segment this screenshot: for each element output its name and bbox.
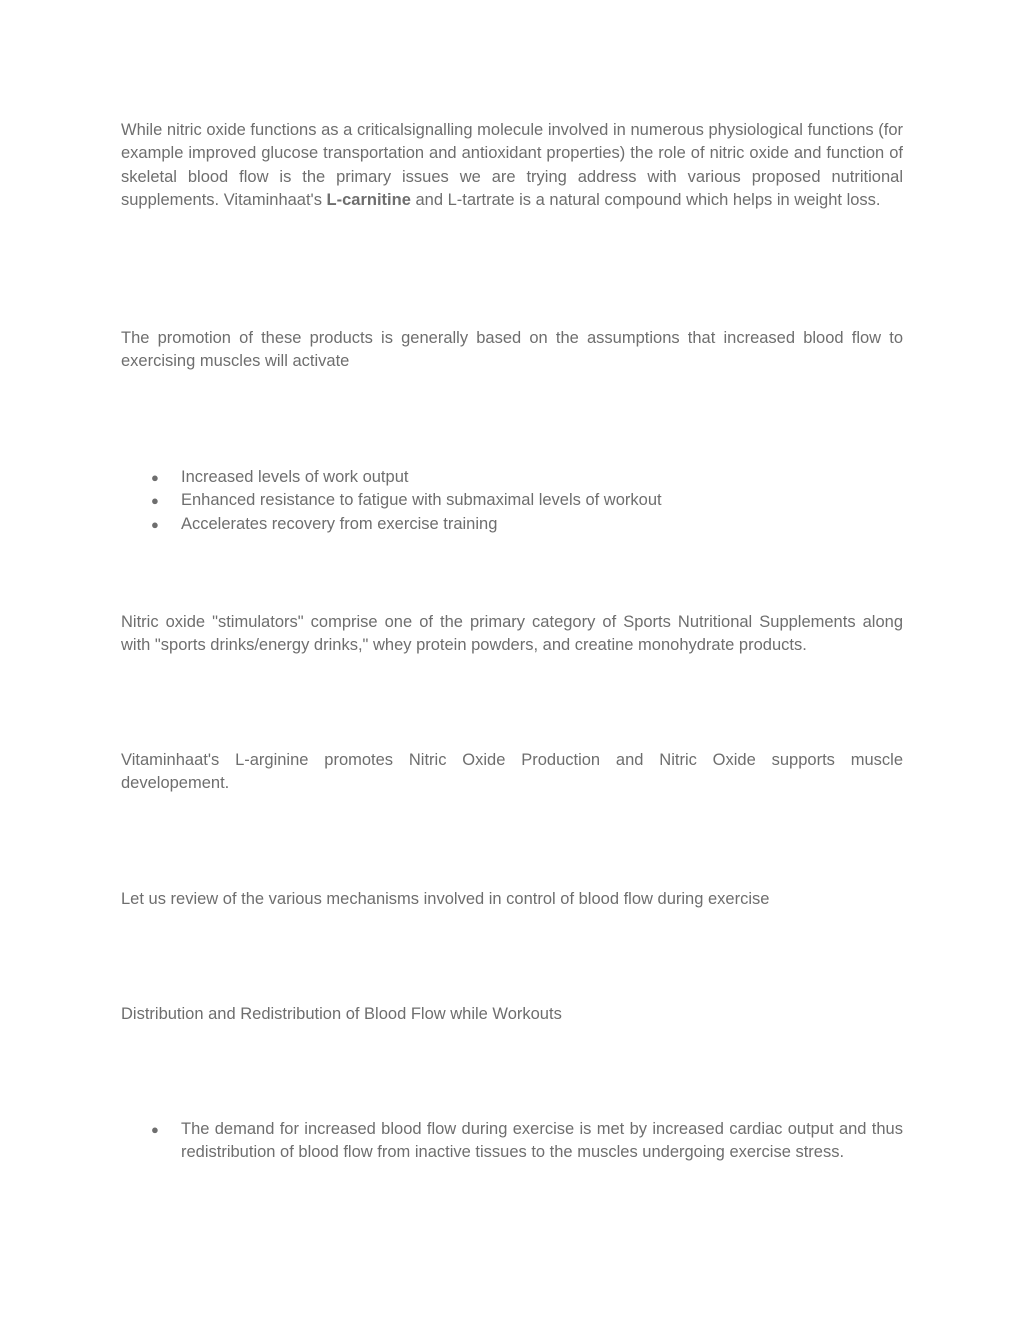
bullet-list-benefits: [121, 466, 903, 536]
list-item-text: Increased levels of work output: [181, 468, 409, 486]
paragraph-l-arginine: Vitaminhaat's L-arginine promotes Nitric Oxide Production and Nitric Oxide supports muscle developement.: [121, 751, 903, 793]
paragraph-review-mechanisms: Let us review of the various mechanisms involved in control of blood flow during exercise: [121, 890, 770, 908]
list-item: [121, 466, 903, 489]
list-item-text: Enhanced resistance to fatigue with submaximal levels of workout: [181, 491, 662, 510]
paragraph-nitric-oxide-stimulators: Nitric oxide "stimulators" comprise one of the primary category of Sports Nutritional Supplements along with "sports drinks/energy drinks," whey protein powders, and creatine monohydrate products.: [121, 613, 903, 655]
list-item: [121, 489, 903, 512]
list-item: [121, 1118, 903, 1165]
paragraph-nitric-oxide-intro: [121, 119, 903, 212]
list-item-text: The demand for increased blood flow during exercise is met by increased cardiac output and thus redistribution of blood flow from inactive tissues to the muscles undergoing exercise stress.: [181, 1120, 903, 1162]
bullet-icon: ●: [151, 470, 159, 485]
paragraph-promotion: The promotion of these products is generally based on the assumptions that increased blood flow to exercising muscles will activate: [121, 329, 903, 371]
list-item: [121, 513, 903, 536]
paragraph-intro-text-end: and L-tartrate is a natural compound which helps in weight loss.: [410, 190, 881, 209]
paragraph-intro-text-start: While nitric oxide functions as a criticalsignalling molecule involved in numerous physiological functions (for example improved glucose transportation and antioxidant properties) the role of nitric oxide and function of skeletal blood flow is the primary issues we are trying address with various proposed nutritional supplements. Vitaminhaat's: [121, 121, 903, 209]
bullet-list-blood-flow: [121, 1118, 903, 1165]
bullet-icon: ●: [151, 493, 159, 509]
list-item-text: Accelerates recovery from exercise training: [181, 514, 498, 533]
l-carnitine-bold-text: L-carnitine: [326, 190, 411, 209]
bullet-icon: ●: [151, 516, 159, 532]
paragraph-distribution-heading: Distribution and Redistribution of Blood Flow while Workouts: [121, 1005, 562, 1023]
bullet-icon: ●: [151, 1122, 159, 1137]
